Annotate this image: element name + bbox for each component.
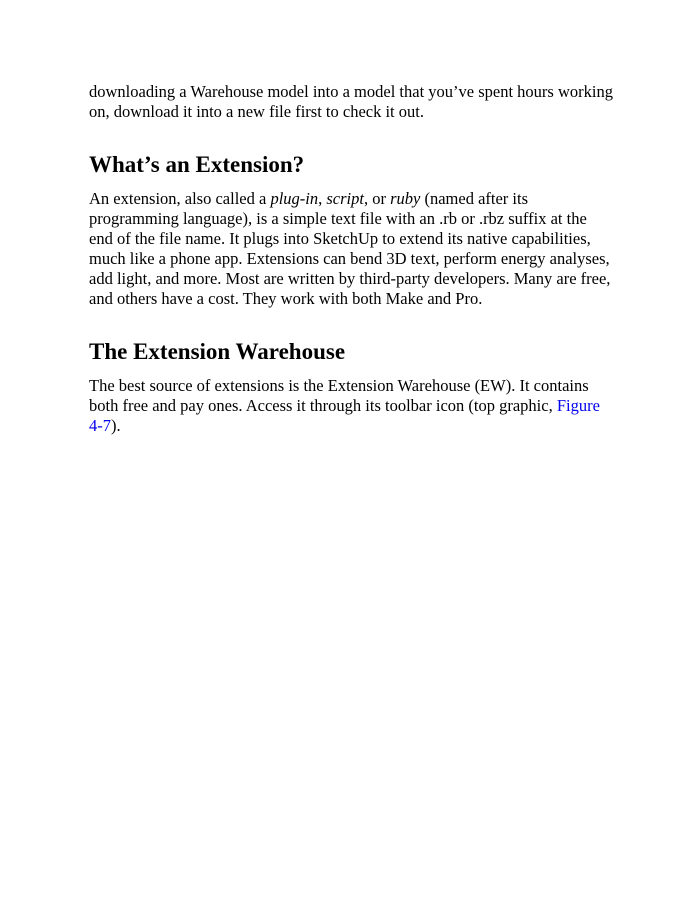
- warehouse-text-2: ).: [111, 416, 121, 435]
- intro-paragraph: downloading a Warehouse model into a model that you’ve spent hours working on, download it into a new file first to check it out.: [89, 82, 613, 121]
- extension-text-3: , or: [363, 189, 391, 208]
- term-script: script: [326, 189, 364, 208]
- term-plug-in: plug-in: [270, 189, 319, 208]
- figure-4-7-link[interactable]: Figure 4-7: [89, 396, 600, 435]
- extension-paragraph: [89, 189, 614, 309]
- extension-text-4: (named after its programming language), is a simple text file with an .rb or .rbz suffix at the end of the file name. It plugs into SketchUp to extend its native capabilities, much like a phone app. Extensions can bend 3D text, perform energy analyses, add light, and more. Most are written by third-party developers. Many are free, and others have a cost. They work with both Make and Pro.: [89, 189, 611, 308]
- section-heading-extension-warehouse: The Extension Warehouse: [89, 339, 346, 364]
- section-heading-extension: What’s an Extension?: [89, 152, 305, 177]
- term-ruby: ruby: [390, 189, 421, 208]
- document-page: [89, 82, 614, 436]
- warehouse-text-1: The best source of extensions is the Extension Warehouse (EW). It contains both free and pay ones. Access it through its toolbar icon (top graphic,: [89, 376, 589, 415]
- extension-warehouse-paragraph: [89, 376, 614, 436]
- extension-text-2: ,: [318, 189, 327, 208]
- extension-text-1: An extension, also called a: [89, 189, 271, 208]
